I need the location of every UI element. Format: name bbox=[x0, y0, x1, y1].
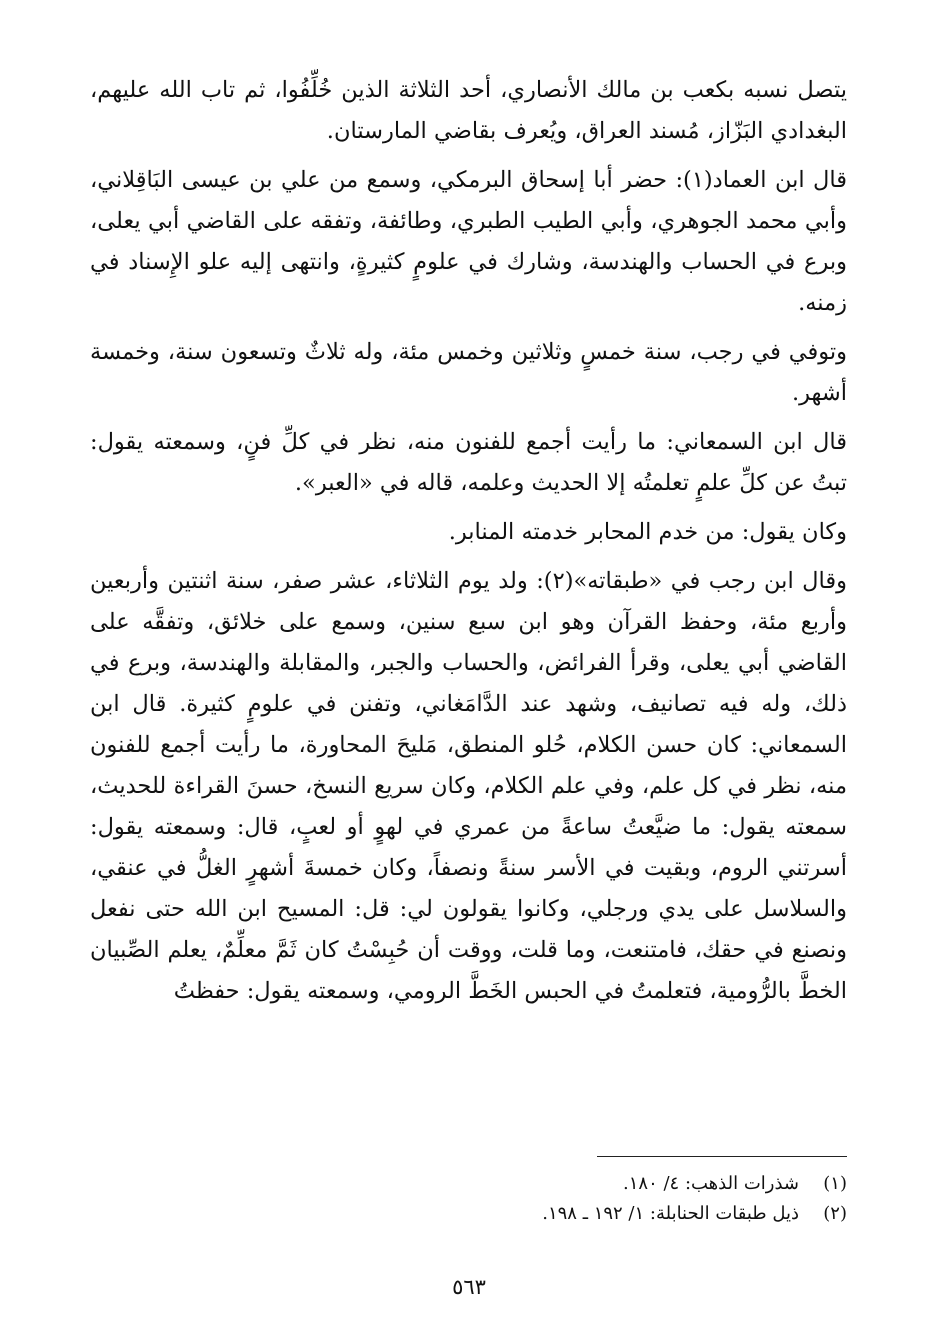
footnote-number: (٢) bbox=[823, 1203, 847, 1224]
footnote-divider bbox=[597, 1156, 847, 1157]
paragraph: يتصل نسبه بكعب بن مالك الأنصاري، أحد الثلاثة الذين خُلِّفُوا، ثم تاب الله عليهم، البغدادي البَزّاز، مُسند العراق، ويُعرف بقاضي المارستان. bbox=[90, 77, 847, 144]
footnotes bbox=[90, 1156, 847, 1229]
footnote-text: ذيل طبقات الحنابلة: ١/ ١٩٢ ـ ١٩٨. bbox=[542, 1203, 799, 1224]
page-number: ٥٦٣ bbox=[452, 1275, 486, 1299]
footnote bbox=[90, 1169, 847, 1199]
paragraph: وقال ابن رجب في «طبقاته»(٢): ولد يوم الثلاثاء، عشر صفر، سنة اثنتين وأربعين وأربع مئة، وحفظ القرآن وهو ابن سبع سنين، وسمع على خلائق، وتفقَّه على القاضي أبي يعلى، وقرأ الفرائض، والحساب والجبر، والمقابلة والهندسة، وبرع في ذلك، وله فيه تصانيف، وشهد عند الدَّامَغاني، وتفنن في علومٍ كثيرة. قال ابن السمعاني: كان حسن الكلام، حُلو المنطق، مَليحَ المحاورة، ما رأيت أجمع للفنون منه، نظر في كل علم، وفي علم الكلام، وكان سريع النسخ، حسنَ القراءة للحديث، سمعته يقول: ما ضيَّعتُ ساعةً من عمري في لهوٍ أو لعبٍ، قال: وسمعته يقول: أسرتني الروم، وبقيت في الأسر سنةً ونصفاً، وكان خمسةَ أشهرٍ الغلُّ في عنقي، والسلاسل على يدي ورجلي، وكانوا يقولون لي: قل: المسيح ابن الله حتى نفعل ونصنع في حقك، فامتنعت، وما قلت، ووقت أن حُبِسْتُ كان ثَمَّ معلِّمٌ، يعلم الصِّبيان الخطَّ بالرُّومية، فتعلمتُ في الحبس الخَطَّ الرومي، وسمعته يقول: حفظتُ bbox=[90, 568, 847, 1004]
paragraph: وكان يقول: من خدم المحابر خدمته المنابر. bbox=[448, 519, 847, 545]
paragraph: قال ابن العماد(١): حضر أبا إسحاق البرمكي، وسمع من علي بن عيسى البَاقِلاني، وأبي محمد الجوهري، وأبي الطيب الطبري، وطائفة، وتفقه على القاضي أبي يعلى، وبرع في الحساب والهندسة، وشارك في علومٍ كثيرةٍ، وانتهى إليه علو الإِسناد في زمنه. bbox=[90, 167, 847, 316]
footnote bbox=[90, 1199, 847, 1229]
main-text bbox=[90, 70, 847, 1012]
paragraph: قال ابن السمعاني: ما رأيت أجمع للفنون منه، نظر في كلِّ فنٍ، وسمعته يقول: تبتُ عن كلِّ علمٍ تعلمتُه إلا الحديث وعلمه، قاله في «العبر». bbox=[90, 429, 847, 496]
footnote-number: (١) bbox=[823, 1173, 847, 1194]
footnote-text: شذرات الذهب: ٤/ ١٨٠. bbox=[623, 1173, 799, 1194]
paragraph: وتوفي في رجب، سنة خمسٍ وثلاثين وخمس مئة، وله ثلاثٌ وتسعون سنة، وخمسة أشهر. bbox=[90, 339, 847, 406]
